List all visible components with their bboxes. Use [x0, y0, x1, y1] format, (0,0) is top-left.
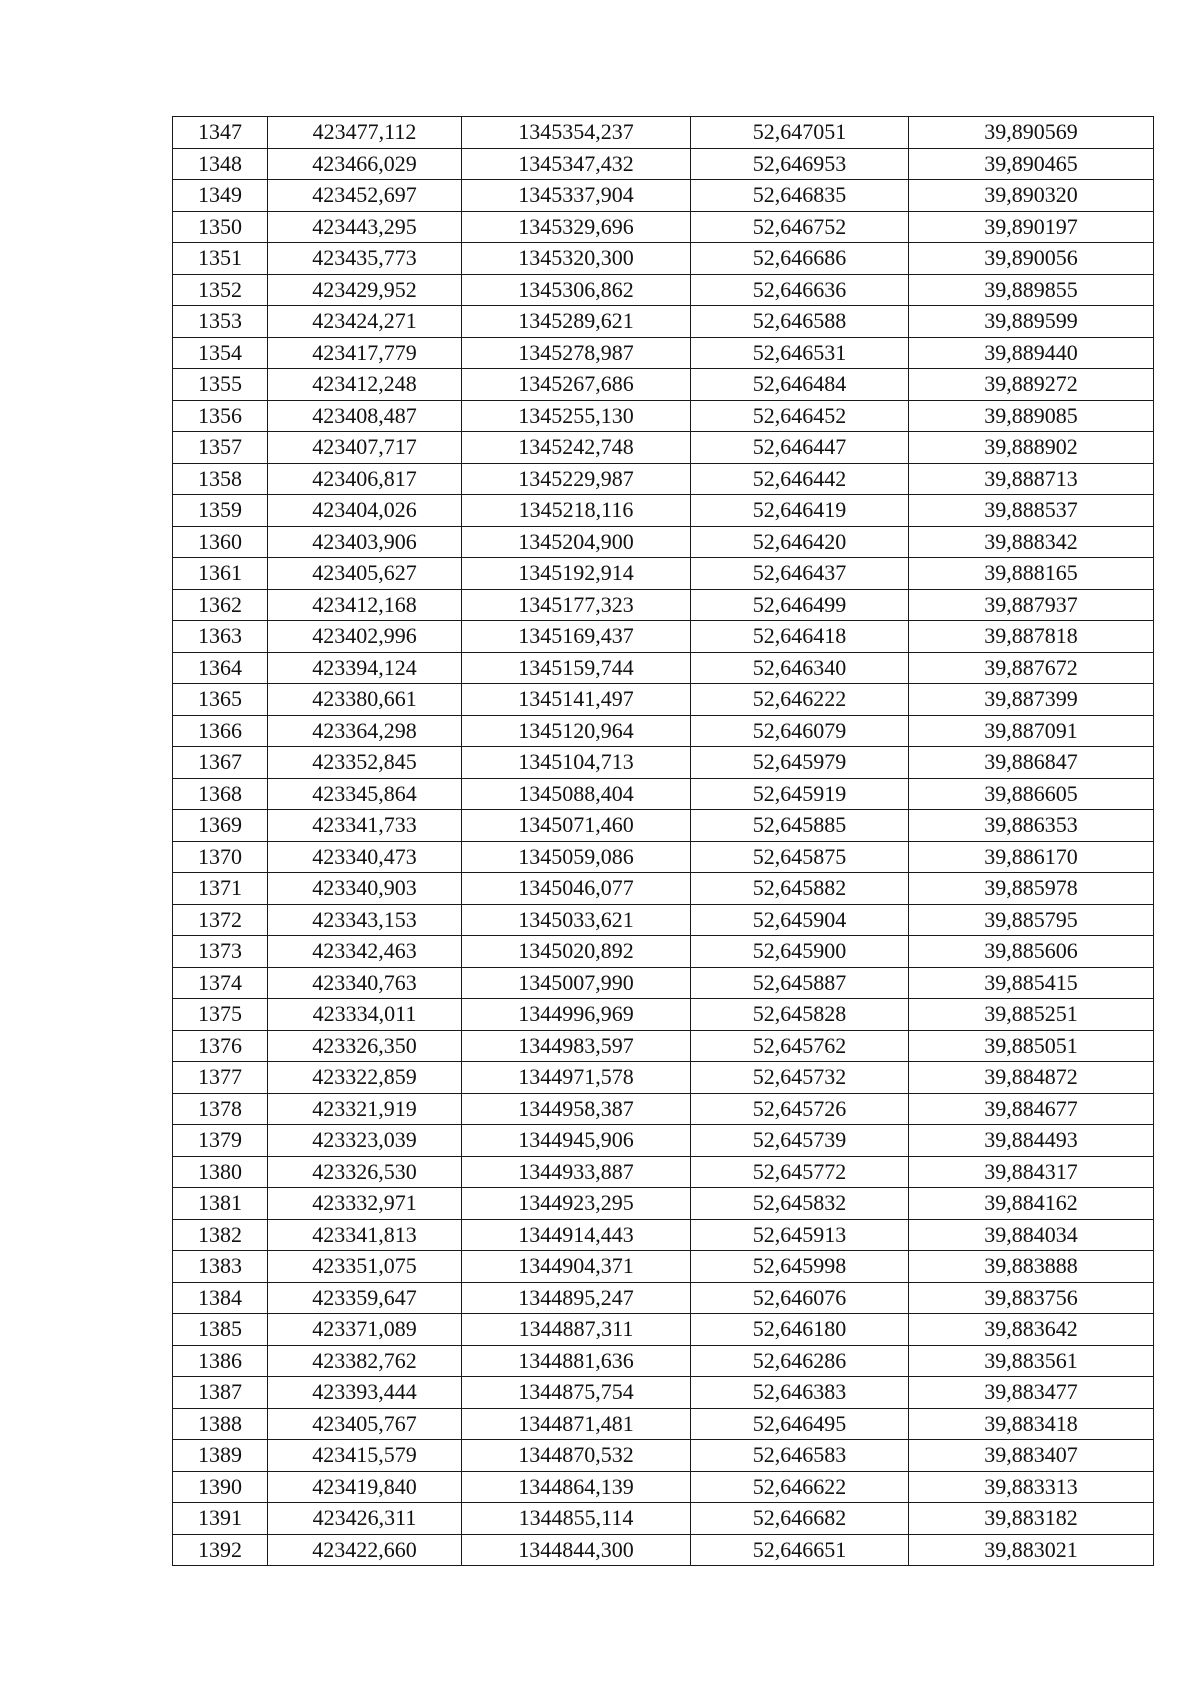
- table-row: [173, 684, 1154, 716]
- y-coordinate-cell: 1344996,969: [462, 999, 691, 1031]
- x-coordinate-cell: 423477,112: [268, 117, 462, 149]
- latitude-cell: 52,646383: [691, 1377, 909, 1409]
- table-row: [173, 652, 1154, 684]
- y-coordinate-cell: 1345229,987: [462, 463, 691, 495]
- x-coordinate-cell: 423371,089: [268, 1314, 462, 1346]
- latitude-cell: 52,645828: [691, 999, 909, 1031]
- table-row: [173, 1156, 1154, 1188]
- y-coordinate-cell: 1344983,597: [462, 1030, 691, 1062]
- y-coordinate-cell: 1344844,300: [462, 1534, 691, 1566]
- table-row: [173, 1093, 1154, 1125]
- y-coordinate-cell: 1344945,906: [462, 1125, 691, 1157]
- point-number-cell: 1380: [173, 1156, 268, 1188]
- x-coordinate-cell: 423405,767: [268, 1408, 462, 1440]
- point-number-cell: 1375: [173, 999, 268, 1031]
- point-number-cell: 1367: [173, 747, 268, 779]
- point-number-cell: 1386: [173, 1345, 268, 1377]
- y-coordinate-cell: 1345242,748: [462, 432, 691, 464]
- point-number-cell: 1348: [173, 148, 268, 180]
- longitude-cell: 39,890465: [909, 148, 1154, 180]
- point-number-cell: 1365: [173, 684, 268, 716]
- y-coordinate-cell: 1345289,621: [462, 306, 691, 338]
- table-row: [173, 1188, 1154, 1220]
- table-row: [173, 211, 1154, 243]
- latitude-cell: 52,645832: [691, 1188, 909, 1220]
- y-coordinate-cell: 1344914,443: [462, 1219, 691, 1251]
- table-row: [173, 1440, 1154, 1472]
- y-coordinate-cell: 1345267,686: [462, 369, 691, 401]
- table-row: [173, 1471, 1154, 1503]
- x-coordinate-cell: 423334,011: [268, 999, 462, 1031]
- x-coordinate-cell: 423340,473: [268, 841, 462, 873]
- point-number-cell: 1358: [173, 463, 268, 495]
- table-row: [173, 747, 1154, 779]
- x-coordinate-cell: 423405,627: [268, 558, 462, 590]
- longitude-cell: 39,890197: [909, 211, 1154, 243]
- table-row: [173, 558, 1154, 590]
- longitude-cell: 39,884162: [909, 1188, 1154, 1220]
- longitude-cell: 39,884677: [909, 1093, 1154, 1125]
- x-coordinate-cell: 423426,311: [268, 1503, 462, 1535]
- table-row: [173, 306, 1154, 338]
- table-row: [173, 715, 1154, 747]
- latitude-cell: 52,646636: [691, 274, 909, 306]
- x-coordinate-cell: 423341,813: [268, 1219, 462, 1251]
- x-coordinate-cell: 423352,845: [268, 747, 462, 779]
- longitude-cell: 39,890056: [909, 243, 1154, 275]
- latitude-cell: 52,645726: [691, 1093, 909, 1125]
- longitude-cell: 39,883561: [909, 1345, 1154, 1377]
- latitude-cell: 52,646286: [691, 1345, 909, 1377]
- point-number-cell: 1384: [173, 1282, 268, 1314]
- point-number-cell: 1359: [173, 495, 268, 527]
- latitude-cell: 52,645772: [691, 1156, 909, 1188]
- latitude-cell: 52,646588: [691, 306, 909, 338]
- latitude-cell: 52,646499: [691, 589, 909, 621]
- x-coordinate-cell: 423359,647: [268, 1282, 462, 1314]
- point-number-cell: 1350: [173, 211, 268, 243]
- latitude-cell: 52,645887: [691, 967, 909, 999]
- longitude-cell: 39,888537: [909, 495, 1154, 527]
- longitude-cell: 39,887937: [909, 589, 1154, 621]
- latitude-cell: 52,646752: [691, 211, 909, 243]
- point-number-cell: 1357: [173, 432, 268, 464]
- y-coordinate-cell: 1344971,578: [462, 1062, 691, 1094]
- y-coordinate-cell: 1345278,987: [462, 337, 691, 369]
- longitude-cell: 39,885051: [909, 1030, 1154, 1062]
- table-row: [173, 463, 1154, 495]
- point-number-cell: 1373: [173, 936, 268, 968]
- longitude-cell: 39,884493: [909, 1125, 1154, 1157]
- table-row: [173, 495, 1154, 527]
- point-number-cell: 1368: [173, 778, 268, 810]
- longitude-cell: 39,889599: [909, 306, 1154, 338]
- latitude-cell: 52,646180: [691, 1314, 909, 1346]
- x-coordinate-cell: 423364,298: [268, 715, 462, 747]
- y-coordinate-cell: 1344870,532: [462, 1440, 691, 1472]
- latitude-cell: 52,645875: [691, 841, 909, 873]
- x-coordinate-cell: 423429,952: [268, 274, 462, 306]
- x-coordinate-cell: 423404,026: [268, 495, 462, 527]
- latitude-cell: 52,646076: [691, 1282, 909, 1314]
- longitude-cell: 39,887091: [909, 715, 1154, 747]
- x-coordinate-cell: 423380,661: [268, 684, 462, 716]
- longitude-cell: 39,883477: [909, 1377, 1154, 1409]
- point-number-cell: 1385: [173, 1314, 268, 1346]
- longitude-cell: 39,885978: [909, 873, 1154, 905]
- longitude-cell: 39,887399: [909, 684, 1154, 716]
- latitude-cell: 52,646420: [691, 526, 909, 558]
- longitude-cell: 39,883418: [909, 1408, 1154, 1440]
- point-number-cell: 1364: [173, 652, 268, 684]
- longitude-cell: 39,883021: [909, 1534, 1154, 1566]
- x-coordinate-cell: 423340,763: [268, 967, 462, 999]
- x-coordinate-cell: 423323,039: [268, 1125, 462, 1157]
- latitude-cell: 52,646447: [691, 432, 909, 464]
- longitude-cell: 39,883642: [909, 1314, 1154, 1346]
- longitude-cell: 39,886847: [909, 747, 1154, 779]
- x-coordinate-cell: 423321,919: [268, 1093, 462, 1125]
- point-number-cell: 1378: [173, 1093, 268, 1125]
- point-number-cell: 1369: [173, 810, 268, 842]
- longitude-cell: 39,883756: [909, 1282, 1154, 1314]
- table-row: [173, 1408, 1154, 1440]
- coordinates-table-body: [173, 117, 1154, 1566]
- latitude-cell: 52,645998: [691, 1251, 909, 1283]
- longitude-cell: 39,886353: [909, 810, 1154, 842]
- y-coordinate-cell: 1345218,116: [462, 495, 691, 527]
- longitude-cell: 39,883888: [909, 1251, 1154, 1283]
- table-row: [173, 243, 1154, 275]
- point-number-cell: 1360: [173, 526, 268, 558]
- table-row: [173, 873, 1154, 905]
- latitude-cell: 52,646583: [691, 1440, 909, 1472]
- longitude-cell: 39,885415: [909, 967, 1154, 999]
- latitude-cell: 52,647051: [691, 117, 909, 149]
- longitude-cell: 39,884872: [909, 1062, 1154, 1094]
- point-number-cell: 1382: [173, 1219, 268, 1251]
- point-number-cell: 1376: [173, 1030, 268, 1062]
- latitude-cell: 52,646682: [691, 1503, 909, 1535]
- table-row: [173, 1534, 1154, 1566]
- table-row: [173, 621, 1154, 653]
- y-coordinate-cell: 1345104,713: [462, 747, 691, 779]
- longitude-cell: 39,888342: [909, 526, 1154, 558]
- y-coordinate-cell: 1345033,621: [462, 904, 691, 936]
- y-coordinate-cell: 1344887,311: [462, 1314, 691, 1346]
- point-number-cell: 1374: [173, 967, 268, 999]
- longitude-cell: 39,885795: [909, 904, 1154, 936]
- y-coordinate-cell: 1344864,139: [462, 1471, 691, 1503]
- table-row: [173, 1251, 1154, 1283]
- x-coordinate-cell: 423424,271: [268, 306, 462, 338]
- longitude-cell: 39,889440: [909, 337, 1154, 369]
- x-coordinate-cell: 423326,350: [268, 1030, 462, 1062]
- y-coordinate-cell: 1344871,481: [462, 1408, 691, 1440]
- y-coordinate-cell: 1345159,744: [462, 652, 691, 684]
- longitude-cell: 39,885606: [909, 936, 1154, 968]
- y-coordinate-cell: 1344904,371: [462, 1251, 691, 1283]
- point-number-cell: 1389: [173, 1440, 268, 1472]
- y-coordinate-cell: 1345088,404: [462, 778, 691, 810]
- x-coordinate-cell: 423419,840: [268, 1471, 462, 1503]
- point-number-cell: 1370: [173, 841, 268, 873]
- x-coordinate-cell: 423332,971: [268, 1188, 462, 1220]
- table-row: [173, 1219, 1154, 1251]
- x-coordinate-cell: 423417,779: [268, 337, 462, 369]
- table-row: [173, 432, 1154, 464]
- point-number-cell: 1356: [173, 400, 268, 432]
- x-coordinate-cell: 423322,859: [268, 1062, 462, 1094]
- table-row: [173, 589, 1154, 621]
- table-row: [173, 526, 1154, 558]
- longitude-cell: 39,888713: [909, 463, 1154, 495]
- latitude-cell: 52,645979: [691, 747, 909, 779]
- point-number-cell: 1362: [173, 589, 268, 621]
- latitude-cell: 52,646686: [691, 243, 909, 275]
- longitude-cell: 39,885251: [909, 999, 1154, 1031]
- x-coordinate-cell: 423394,124: [268, 652, 462, 684]
- table-row: [173, 810, 1154, 842]
- latitude-cell: 52,646419: [691, 495, 909, 527]
- longitude-cell: 39,890569: [909, 117, 1154, 149]
- x-coordinate-cell: 423415,579: [268, 1440, 462, 1472]
- table-row: [173, 841, 1154, 873]
- y-coordinate-cell: 1344958,387: [462, 1093, 691, 1125]
- point-number-cell: 1381: [173, 1188, 268, 1220]
- table-row: [173, 337, 1154, 369]
- table-row: [173, 1282, 1154, 1314]
- y-coordinate-cell: 1345007,990: [462, 967, 691, 999]
- table-row: [173, 180, 1154, 212]
- point-number-cell: 1392: [173, 1534, 268, 1566]
- longitude-cell: 39,887672: [909, 652, 1154, 684]
- latitude-cell: 52,645885: [691, 810, 909, 842]
- latitude-cell: 52,646495: [691, 1408, 909, 1440]
- latitude-cell: 52,645732: [691, 1062, 909, 1094]
- x-coordinate-cell: 423403,906: [268, 526, 462, 558]
- y-coordinate-cell: 1345354,237: [462, 117, 691, 149]
- y-coordinate-cell: 1344923,295: [462, 1188, 691, 1220]
- table-row: [173, 1062, 1154, 1094]
- y-coordinate-cell: 1344881,636: [462, 1345, 691, 1377]
- y-coordinate-cell: 1345329,696: [462, 211, 691, 243]
- coordinates-table: [172, 116, 1154, 1566]
- point-number-cell: 1352: [173, 274, 268, 306]
- latitude-cell: 52,646452: [691, 400, 909, 432]
- point-number-cell: 1353: [173, 306, 268, 338]
- y-coordinate-cell: 1345120,964: [462, 715, 691, 747]
- latitude-cell: 52,645762: [691, 1030, 909, 1062]
- longitude-cell: 39,889085: [909, 400, 1154, 432]
- y-coordinate-cell: 1345141,497: [462, 684, 691, 716]
- latitude-cell: 52,645900: [691, 936, 909, 968]
- latitude-cell: 52,646835: [691, 180, 909, 212]
- longitude-cell: 39,888165: [909, 558, 1154, 590]
- point-number-cell: 1347: [173, 117, 268, 149]
- latitude-cell: 52,645882: [691, 873, 909, 905]
- table-row: [173, 148, 1154, 180]
- y-coordinate-cell: 1344933,887: [462, 1156, 691, 1188]
- y-coordinate-cell: 1345255,130: [462, 400, 691, 432]
- longitude-cell: 39,888902: [909, 432, 1154, 464]
- point-number-cell: 1372: [173, 904, 268, 936]
- x-coordinate-cell: 423443,295: [268, 211, 462, 243]
- y-coordinate-cell: 1345347,432: [462, 148, 691, 180]
- y-coordinate-cell: 1345059,086: [462, 841, 691, 873]
- longitude-cell: 39,884034: [909, 1219, 1154, 1251]
- longitude-cell: 39,883407: [909, 1440, 1154, 1472]
- longitude-cell: 39,889855: [909, 274, 1154, 306]
- table-row: [173, 1345, 1154, 1377]
- table-row: [173, 400, 1154, 432]
- point-number-cell: 1366: [173, 715, 268, 747]
- x-coordinate-cell: 423382,762: [268, 1345, 462, 1377]
- latitude-cell: 52,645913: [691, 1219, 909, 1251]
- table-row: [173, 369, 1154, 401]
- latitude-cell: 52,645919: [691, 778, 909, 810]
- table-row: [173, 1314, 1154, 1346]
- latitude-cell: 52,646442: [691, 463, 909, 495]
- table-row: [173, 1377, 1154, 1409]
- y-coordinate-cell: 1344875,754: [462, 1377, 691, 1409]
- longitude-cell: 39,890320: [909, 180, 1154, 212]
- point-number-cell: 1379: [173, 1125, 268, 1157]
- x-coordinate-cell: 423412,168: [268, 589, 462, 621]
- longitude-cell: 39,886605: [909, 778, 1154, 810]
- point-number-cell: 1377: [173, 1062, 268, 1094]
- point-number-cell: 1390: [173, 1471, 268, 1503]
- x-coordinate-cell: 423345,864: [268, 778, 462, 810]
- y-coordinate-cell: 1345177,323: [462, 589, 691, 621]
- x-coordinate-cell: 423326,530: [268, 1156, 462, 1188]
- table-row: [173, 117, 1154, 149]
- table-row: [173, 936, 1154, 968]
- y-coordinate-cell: 1345169,437: [462, 621, 691, 653]
- x-coordinate-cell: 423340,903: [268, 873, 462, 905]
- y-coordinate-cell: 1345046,077: [462, 873, 691, 905]
- longitude-cell: 39,886170: [909, 841, 1154, 873]
- latitude-cell: 52,646484: [691, 369, 909, 401]
- point-number-cell: 1387: [173, 1377, 268, 1409]
- table-row: [173, 904, 1154, 936]
- x-coordinate-cell: 423406,817: [268, 463, 462, 495]
- x-coordinate-cell: 423435,773: [268, 243, 462, 275]
- point-number-cell: 1383: [173, 1251, 268, 1283]
- x-coordinate-cell: 423452,697: [268, 180, 462, 212]
- point-number-cell: 1355: [173, 369, 268, 401]
- longitude-cell: 39,889272: [909, 369, 1154, 401]
- y-coordinate-cell: 1344895,247: [462, 1282, 691, 1314]
- point-number-cell: 1354: [173, 337, 268, 369]
- longitude-cell: 39,887818: [909, 621, 1154, 653]
- x-coordinate-cell: 423422,660: [268, 1534, 462, 1566]
- point-number-cell: 1349: [173, 180, 268, 212]
- table-row: [173, 967, 1154, 999]
- x-coordinate-cell: 423466,029: [268, 148, 462, 180]
- point-number-cell: 1361: [173, 558, 268, 590]
- y-coordinate-cell: 1345204,900: [462, 526, 691, 558]
- x-coordinate-cell: 423407,717: [268, 432, 462, 464]
- table-row: [173, 999, 1154, 1031]
- table-row: [173, 1503, 1154, 1535]
- latitude-cell: 52,646531: [691, 337, 909, 369]
- y-coordinate-cell: 1344855,114: [462, 1503, 691, 1535]
- table-row: [173, 1125, 1154, 1157]
- x-coordinate-cell: 423342,463: [268, 936, 462, 968]
- longitude-cell: 39,884317: [909, 1156, 1154, 1188]
- latitude-cell: 52,646953: [691, 148, 909, 180]
- x-coordinate-cell: 423341,733: [268, 810, 462, 842]
- table-row: [173, 1030, 1154, 1062]
- x-coordinate-cell: 423343,153: [268, 904, 462, 936]
- x-coordinate-cell: 423412,248: [268, 369, 462, 401]
- y-coordinate-cell: 1345192,914: [462, 558, 691, 590]
- y-coordinate-cell: 1345020,892: [462, 936, 691, 968]
- x-coordinate-cell: 423402,996: [268, 621, 462, 653]
- latitude-cell: 52,645739: [691, 1125, 909, 1157]
- latitude-cell: 52,646222: [691, 684, 909, 716]
- longitude-cell: 39,883182: [909, 1503, 1154, 1535]
- point-number-cell: 1363: [173, 621, 268, 653]
- latitude-cell: 52,646079: [691, 715, 909, 747]
- latitude-cell: 52,646622: [691, 1471, 909, 1503]
- longitude-cell: 39,883313: [909, 1471, 1154, 1503]
- x-coordinate-cell: 423393,444: [268, 1377, 462, 1409]
- point-number-cell: 1391: [173, 1503, 268, 1535]
- table-row: [173, 274, 1154, 306]
- point-number-cell: 1371: [173, 873, 268, 905]
- y-coordinate-cell: 1345071,460: [462, 810, 691, 842]
- x-coordinate-cell: 423408,487: [268, 400, 462, 432]
- latitude-cell: 52,646340: [691, 652, 909, 684]
- y-coordinate-cell: 1345337,904: [462, 180, 691, 212]
- latitude-cell: 52,645904: [691, 904, 909, 936]
- latitude-cell: 52,646437: [691, 558, 909, 590]
- latitude-cell: 52,646651: [691, 1534, 909, 1566]
- point-number-cell: 1388: [173, 1408, 268, 1440]
- point-number-cell: 1351: [173, 243, 268, 275]
- y-coordinate-cell: 1345320,300: [462, 243, 691, 275]
- latitude-cell: 52,646418: [691, 621, 909, 653]
- y-coordinate-cell: 1345306,862: [462, 274, 691, 306]
- table-row: [173, 778, 1154, 810]
- x-coordinate-cell: 423351,075: [268, 1251, 462, 1283]
